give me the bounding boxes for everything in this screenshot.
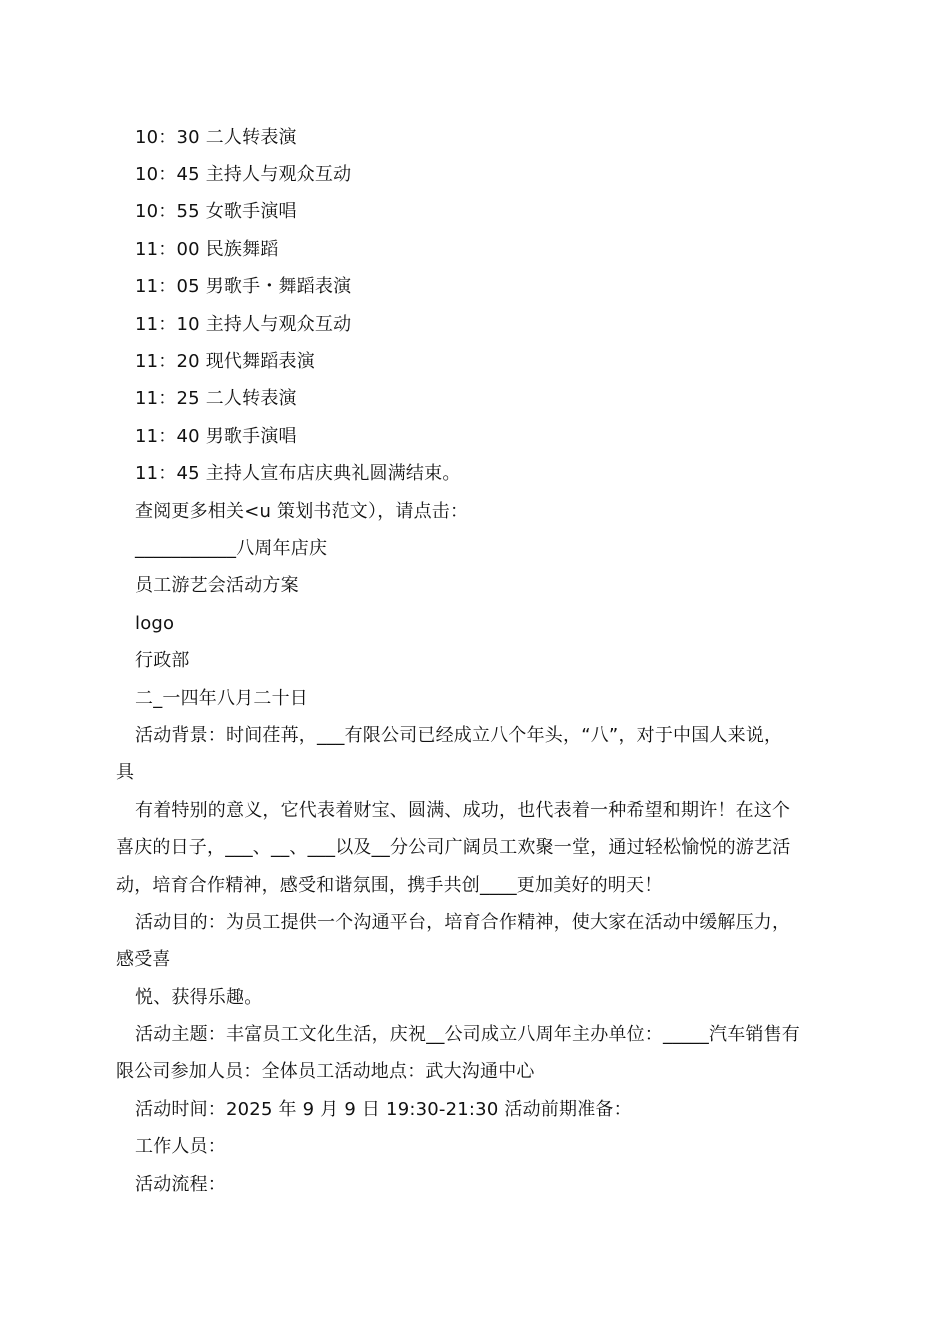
schedule-item: 11：25 二人转表演 — [135, 388, 297, 409]
theme-paragraph-line: 限公司参加人员：全体员工活动地点：武大沟通中心 — [116, 1061, 535, 1082]
more-link[interactable]: 查阅更多相关<u 策划书范文），请点击： — [135, 501, 469, 522]
cover-logo-text: logo — [135, 613, 175, 634]
schedule-item: 11：20 现代舞蹈表演 — [135, 351, 315, 372]
schedule-item: 11：40 男歌手演唱 — [135, 426, 297, 447]
schedule-item: 11：05 男歌手・舞蹈表演 — [135, 276, 352, 297]
cover-title: ___________八周年店庆 — [135, 538, 328, 559]
background-paragraph-line: 活动背景：时间荏苒，___有限公司已经成立八个年头，“八”，对于中国人来说， — [135, 725, 783, 746]
background-paragraph-line: 动，培育合作精神，感受和谐氛围，携手共创____更加美好的明天！ — [116, 875, 663, 896]
cover-subtitle: 员工游艺会活动方案 — [135, 575, 299, 596]
purpose-paragraph-line: 悦、获得乐趣。 — [135, 987, 263, 1008]
time-line: 活动时间：2025 年 9 月 9 日 19:30-21:30 活动前期准备： — [135, 1099, 632, 1120]
staff-line: 工作人员： — [135, 1136, 226, 1157]
schedule-item: 10：55 女歌手演唱 — [135, 201, 297, 222]
cover-date: 二_一四年八月二十日 — [135, 688, 308, 709]
schedule-item: 11：45 主持人宣布店庆典礼圆满结束。 — [135, 463, 461, 484]
background-paragraph-line: 有着特别的意义，它代表着财宝、圆满、成功，也代表着一种希望和期许！在这个 — [135, 800, 791, 821]
schedule-item: 11：00 民族舞蹈 — [135, 239, 279, 260]
cover-department: 行政部 — [135, 650, 190, 671]
schedule-item: 11：10 主持人与观众互动 — [135, 314, 352, 335]
purpose-paragraph-line: 感受喜 — [116, 949, 171, 970]
schedule-item: 10：45 主持人与观众互动 — [135, 164, 352, 185]
process-line: 活动流程： — [135, 1174, 226, 1195]
schedule-item: 10：30 二人转表演 — [135, 127, 297, 148]
background-paragraph-line: 喜庆的日子，___、__、___以及__分公司广阔员工欢聚一堂，通过轻松愉悦的游艺活 — [116, 837, 791, 858]
background-paragraph-line: 具 — [116, 762, 135, 783]
theme-paragraph-line: 活动主题：丰富员工文化生活，庆祝__公司成立八周年主办单位：_____汽车销售有 — [135, 1024, 800, 1045]
purpose-paragraph-line: 活动目的：为员工提供一个沟通平台，培育合作精神，使大家在活动中缓解压力， — [135, 912, 791, 933]
